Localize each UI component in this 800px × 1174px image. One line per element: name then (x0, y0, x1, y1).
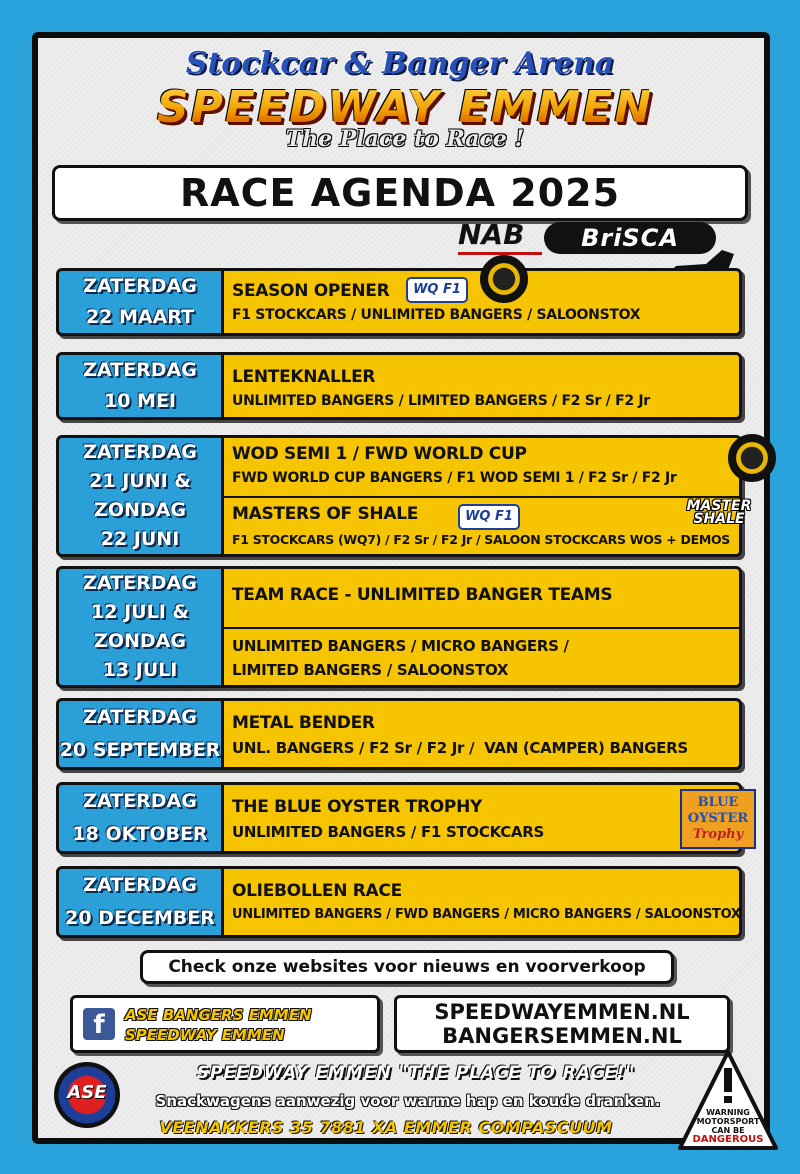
world-final-logo (728, 434, 776, 482)
event-title: MASTERS OF SHALE (232, 504, 419, 524)
date-date: 10 MEI (103, 390, 176, 413)
event-row-team-race (56, 566, 742, 688)
header-speedway-emmen: SPEEDWAY EMMEN (120, 82, 690, 133)
date-date: 22 JUNI (100, 528, 180, 551)
footer-slogan: SPEEDWAY EMMEN "THE PLACE TO RACE!" (196, 1063, 636, 1083)
date-day: ZONDAG (94, 630, 186, 653)
event-row-lenteknaller (56, 352, 742, 420)
event-title: TEAM RACE - UNLIMITED BANGER TEAMS (232, 585, 613, 605)
event-classes: FWD WORLD CUP BANGERS / F1 WOD SEMI 1 / F2 Sr / F2 Jr (232, 470, 677, 486)
event-info (224, 566, 742, 688)
event-title: WOD SEMI 1 / FWD WORLD CUP (232, 444, 527, 464)
date-day: ZATERDAG (83, 441, 197, 464)
event-classes: UNL. BANGERS / F2 Sr / F2 Jr / VAN (CAMPER) BANGERS (232, 739, 688, 757)
race-agenda-title: RACE AGENDA 2025 (52, 165, 748, 221)
event-classes: UNLIMITED BANGERS / F1 STOCKCARS (232, 823, 544, 841)
event-title: METAL BENDER (232, 713, 375, 733)
event-info (224, 866, 742, 938)
facebook-icon: f (83, 1008, 115, 1040)
event-date (56, 268, 224, 336)
facebook-page-ase: ASE BANGERS EMMEN (125, 1006, 312, 1024)
warning-sign (676, 1048, 780, 1154)
event-row-metal-bender (56, 698, 742, 770)
date-date: 20 DECEMBER (65, 907, 215, 930)
date-date: 22 MAART (85, 306, 195, 329)
event-date (56, 435, 224, 557)
ase-bangers-logo: ASE (54, 1062, 120, 1128)
date-day: ZATERDAG (83, 874, 197, 897)
event-classes: F1 STOCKCARS (WQ7) / F2 Sr / F2 Jr / SALOON STOCKCARS WOS + DEMOS (232, 532, 730, 547)
event-date (56, 782, 224, 854)
masters-of-shale-logo (676, 500, 762, 530)
nab-logo: NAB (458, 218, 542, 255)
event-info (224, 782, 749, 854)
check-websites-banner: Check onze websites voor nieuws en voorverkoop (140, 950, 674, 984)
event-title: OLIEBOLLEN RACE (232, 881, 402, 901)
event-date (56, 866, 224, 938)
oyster-logo-line: BLUE (697, 795, 739, 810)
footer-address: VEENAKKERS 35 7881 XA EMMER COMPASCUUM (159, 1118, 613, 1137)
event-row-wod-semi-masters (56, 435, 752, 557)
event-info (224, 352, 742, 420)
event-date (56, 566, 224, 688)
event-info (224, 268, 742, 336)
oyster-logo-line: OYSTER (687, 811, 749, 826)
warning-line: CAN BE (711, 1126, 745, 1135)
date-day: ZATERDAG (83, 706, 197, 729)
warning-line: WARNING (706, 1108, 750, 1117)
website-bangersemmen: BANGERSEMMEN.NL (442, 1024, 682, 1048)
event-info (224, 435, 752, 557)
date-day: ZATERDAG (83, 359, 197, 382)
date-date: 13 JULI (102, 659, 178, 682)
facebook-box (70, 995, 380, 1053)
warning-line: MOTORSPORT (696, 1117, 760, 1126)
blue-oyster-trophy-logo (680, 789, 756, 849)
date-day: ZATERDAG (83, 790, 197, 813)
oyster-logo-line: Trophy (692, 827, 744, 842)
footer-snack-info: Snackwagens aanwezig voor warme hap en koude dranken. (155, 1092, 661, 1110)
event-classes: UNLIMITED BANGERS / FWD BANGERS / MICRO BANGERS / SALOONSTOX (232, 907, 741, 922)
event-date (56, 698, 224, 770)
event-classes: LIMITED BANGERS / SALOONSTOX (232, 661, 509, 679)
websites-box (394, 995, 730, 1053)
date-date: 20 SEPTEMBER (59, 739, 221, 762)
warning-line: DANGEROUS (692, 1134, 764, 1145)
date-date: 18 OKTOBER (72, 823, 208, 846)
date-date: 21 JUNI & (89, 470, 191, 493)
website-speedwayemmen: SPEEDWAYEMMEN.NL (434, 1000, 690, 1024)
facebook-page-speedway: SPEEDWAY EMMEN (125, 1026, 285, 1044)
date-day: ZATERDAG (83, 275, 197, 298)
event-classes: F1 STOCKCARS / UNLIMITED BANGERS / SALOONSTOX (232, 307, 641, 323)
brisca-logo: BriSCA (544, 222, 716, 254)
event-title: THE BLUE OYSTER TROPHY (232, 797, 483, 817)
event-row-blue-oyster (56, 782, 749, 854)
event-title: SEASON OPENER (232, 281, 390, 301)
event-info (224, 698, 742, 770)
date-day: ZATERDAG (83, 572, 197, 595)
event-row-oliebollen (56, 866, 742, 938)
date-date: 12 JULI & (91, 601, 189, 624)
date-day: ZONDAG (94, 499, 186, 522)
header-arena-line: Stockcar & Banger Arena (185, 46, 615, 81)
event-row-season-opener (56, 268, 742, 336)
event-classes: UNLIMITED BANGERS / MICRO BANGERS / (232, 637, 569, 655)
wq-f1-badge: WQ F1 (406, 277, 468, 303)
wq-f1-badge: WQ F1 (458, 504, 520, 530)
world-final-logo (480, 255, 528, 303)
masters-logo-line: SHALE (693, 511, 745, 527)
header-tagline: The Place to Race ! (285, 126, 525, 152)
event-title: LENTEKNALLER (232, 367, 376, 387)
event-classes: UNLIMITED BANGERS / LIMITED BANGERS / F2 Sr / F2 Jr (232, 393, 650, 409)
masters-logo-line: MASTER (686, 498, 752, 514)
event-date (56, 352, 224, 420)
